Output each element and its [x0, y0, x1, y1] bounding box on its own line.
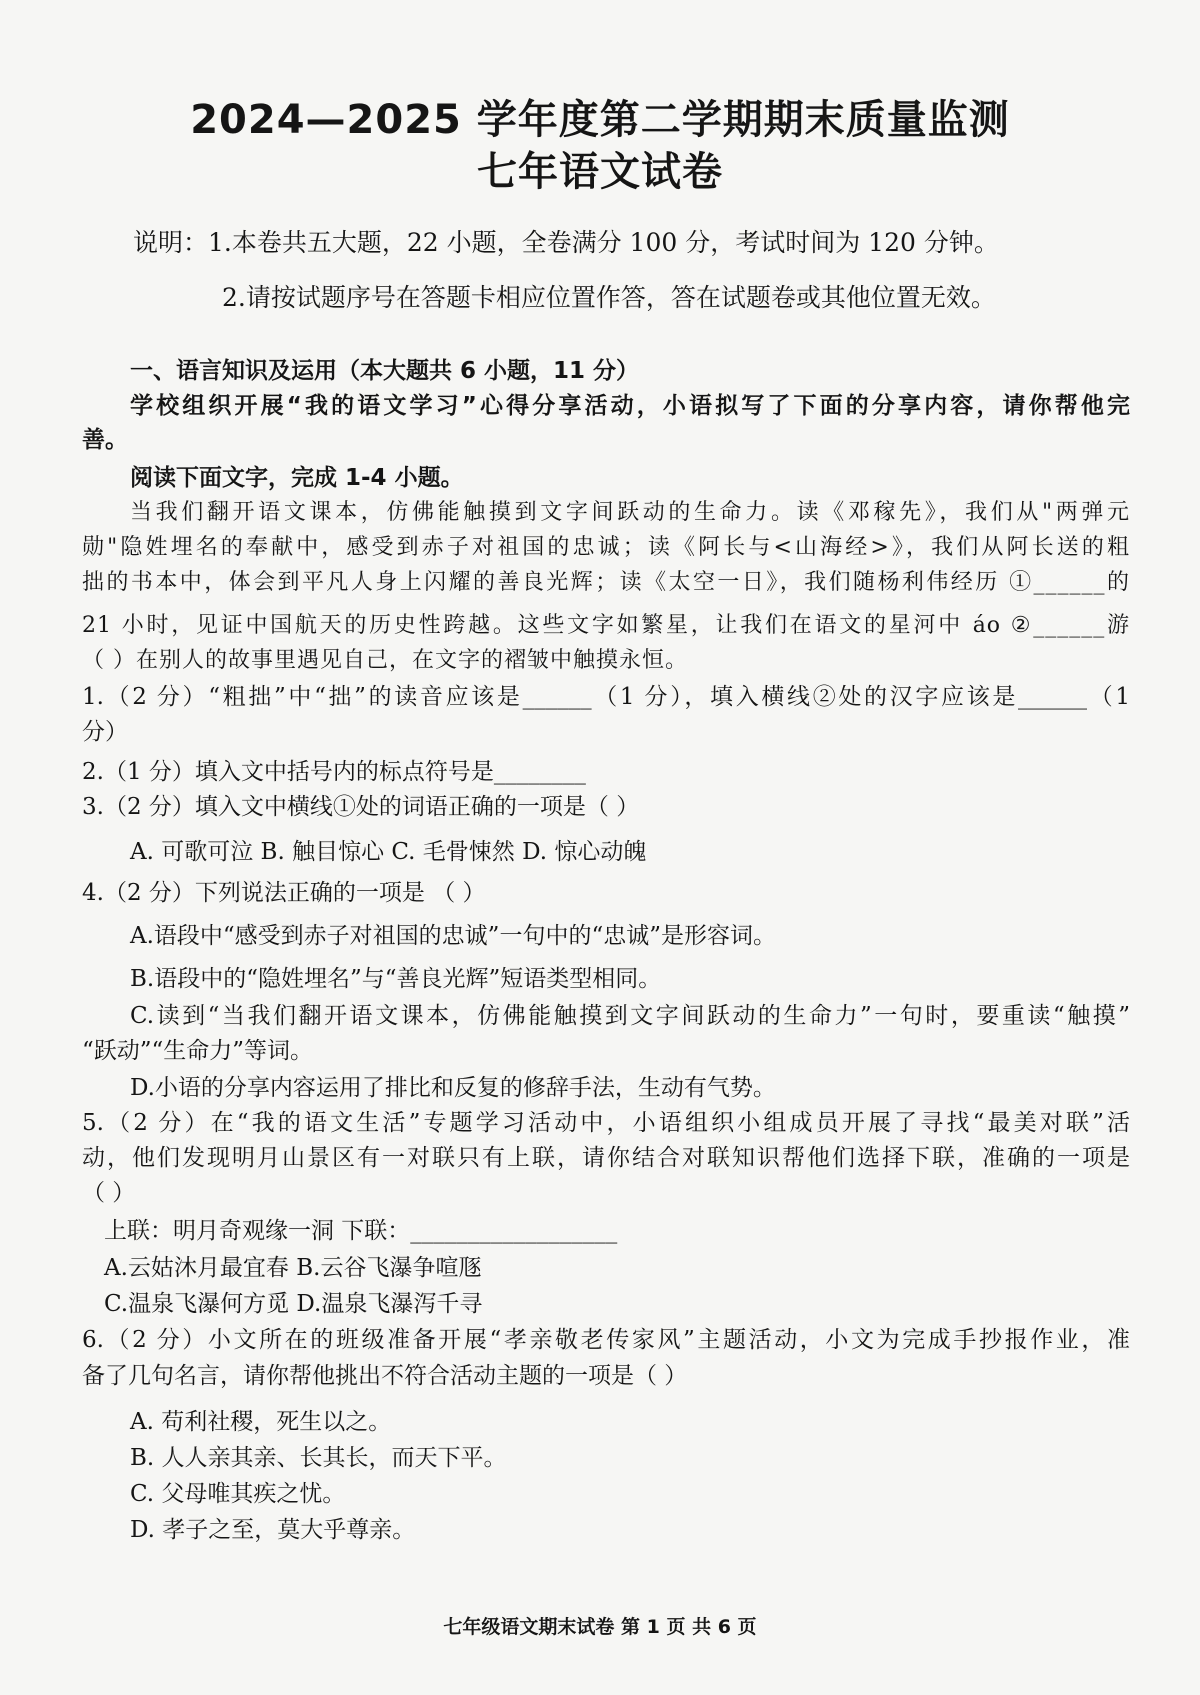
passage-line: 21 小时，见证中国航天的历史性跨越。这些文字如繁星，让我们在语文的星河中 áo ②______游 [82, 613, 1130, 638]
question-5-options-cd: C.温泉飞瀑何方觅 D.温泉飞瀑泻千寻 [104, 1291, 483, 1317]
passage-line: 当我们翻开语文课本，仿佛能触摸到文字间跃动的生命力。读《邓稼先》，我们从"两弹元 [130, 500, 1130, 525]
question-1-cont: 分） [82, 719, 128, 745]
question-6: 6.（2 分）小文所在的班级准备开展“孝亲敬老传家风”主题活动，小文为完成手抄报作业，准 [82, 1327, 1130, 1353]
section-1-intro: 学校组织开展“我的语文学习”心得分享活动，小语拟写了下面的分享内容，请你帮他完 [130, 393, 1130, 419]
question-4-option-c-cont: “跃动”“生命力”等词。 [82, 1038, 314, 1064]
passage-line: 勋"隐姓埋名的奉献中，感受到赤子对祖国的忠诚；读《阿长与<山海经>》，我们从阿长送的粗 [82, 535, 1130, 560]
section-1-intro-cont: 善。 [82, 427, 128, 453]
page-footer: 七年级语文期末试卷 第 1 页 共 6 页 [443, 1616, 757, 1638]
question-4-option-d: D.小语的分享内容运用了排比和反复的修辞手法，生动有气势。 [130, 1075, 776, 1101]
passage-line: （ ）在别人的故事里遇见自己，在文字的褶皱中触摸永恒。 [82, 648, 688, 673]
passage-line: 拙的书本中，体会到平凡人身上闪耀的善良光辉；读《太空一日》，我们随杨利伟经历 ①______的 [82, 570, 1130, 595]
question-3-options: A. 可歌可泣 B. 触目惊心 C. 毛骨悚然 D. 惊心动魄 [130, 839, 647, 865]
question-4-option-c: C.读到“当我们翻开语文课本，仿佛能触摸到文字间跃动的生命力”一句时，要重读“触摸” [130, 1003, 1130, 1029]
question-6-cont: 备了几句名言，请你帮他挑出不符合活动主题的一项是（ ） [82, 1363, 688, 1389]
question-2: 2.（1 分）填入文中括号内的标点符号是________ [82, 759, 586, 785]
reading-prompt: 阅读下面文字，完成 1-4 小题。 [130, 465, 464, 491]
question-4-option-b: B.语段中的“隐姓埋名”与“善良光辉”短语类型相同。 [130, 966, 662, 992]
question-5: 5.（2 分）在“我的语文生活”专题学习活动中，小语组织小组成员开展了寻找“最美对联”活 [82, 1110, 1130, 1136]
question-4: 4.（2 分）下列说法正确的一项是 （ ） [82, 880, 486, 906]
question-1: 1.（2 分）“粗拙”中“拙”的读音应该是______（1 分），填入横线②处的汉字应该是______（1 [82, 684, 1130, 710]
section-1-heading: 一、语言知识及运用（本大题共 6 小题，11 分） [130, 358, 640, 384]
question-6-option-b: B. 人人亲其亲、长其长，而天下平。 [130, 1445, 507, 1471]
question-6-option-d: D. 孝子之至，莫大乎尊亲。 [130, 1517, 416, 1543]
question-4-option-a: A.语段中“感受到赤子对祖国的忠诚”一句中的“忠诚”是形容词。 [130, 923, 776, 949]
instruction-2: 2.请按试题序号在答题卡相应位置作答，答在试题卷或其他位置无效。 [222, 283, 996, 312]
question-3: 3.（2 分）填入文中横线①处的词语正确的一项是（ ） [82, 794, 640, 820]
question-6-option-a: A. 苟利社稷，死生以之。 [130, 1409, 392, 1435]
instruction-1: 说明：1.本卷共五大题，22 小题，全卷满分 100 分，考试时间为 120 分钟。 [133, 228, 999, 257]
page-title: 2024—2025 学年度第二学期期末质量监测 [190, 97, 1010, 143]
question-5-cont: 动，他们发现明月山景区有一对联只有上联，请你结合对联知识帮他们选择下联，准确的一项是 [82, 1145, 1130, 1171]
question-5-couplet: 上联：明月奇观缘一洞 下联：__________________ [104, 1218, 618, 1244]
question-5-blank: （ ） [82, 1180, 136, 1206]
page-subtitle: 七年语文试卷 [477, 149, 723, 195]
question-6-option-c: C. 父母唯其疾之忧。 [130, 1481, 346, 1507]
question-5-options-ab: A.云姑沐月最宜春 B.云谷飞瀑争喧豗 [104, 1255, 482, 1281]
